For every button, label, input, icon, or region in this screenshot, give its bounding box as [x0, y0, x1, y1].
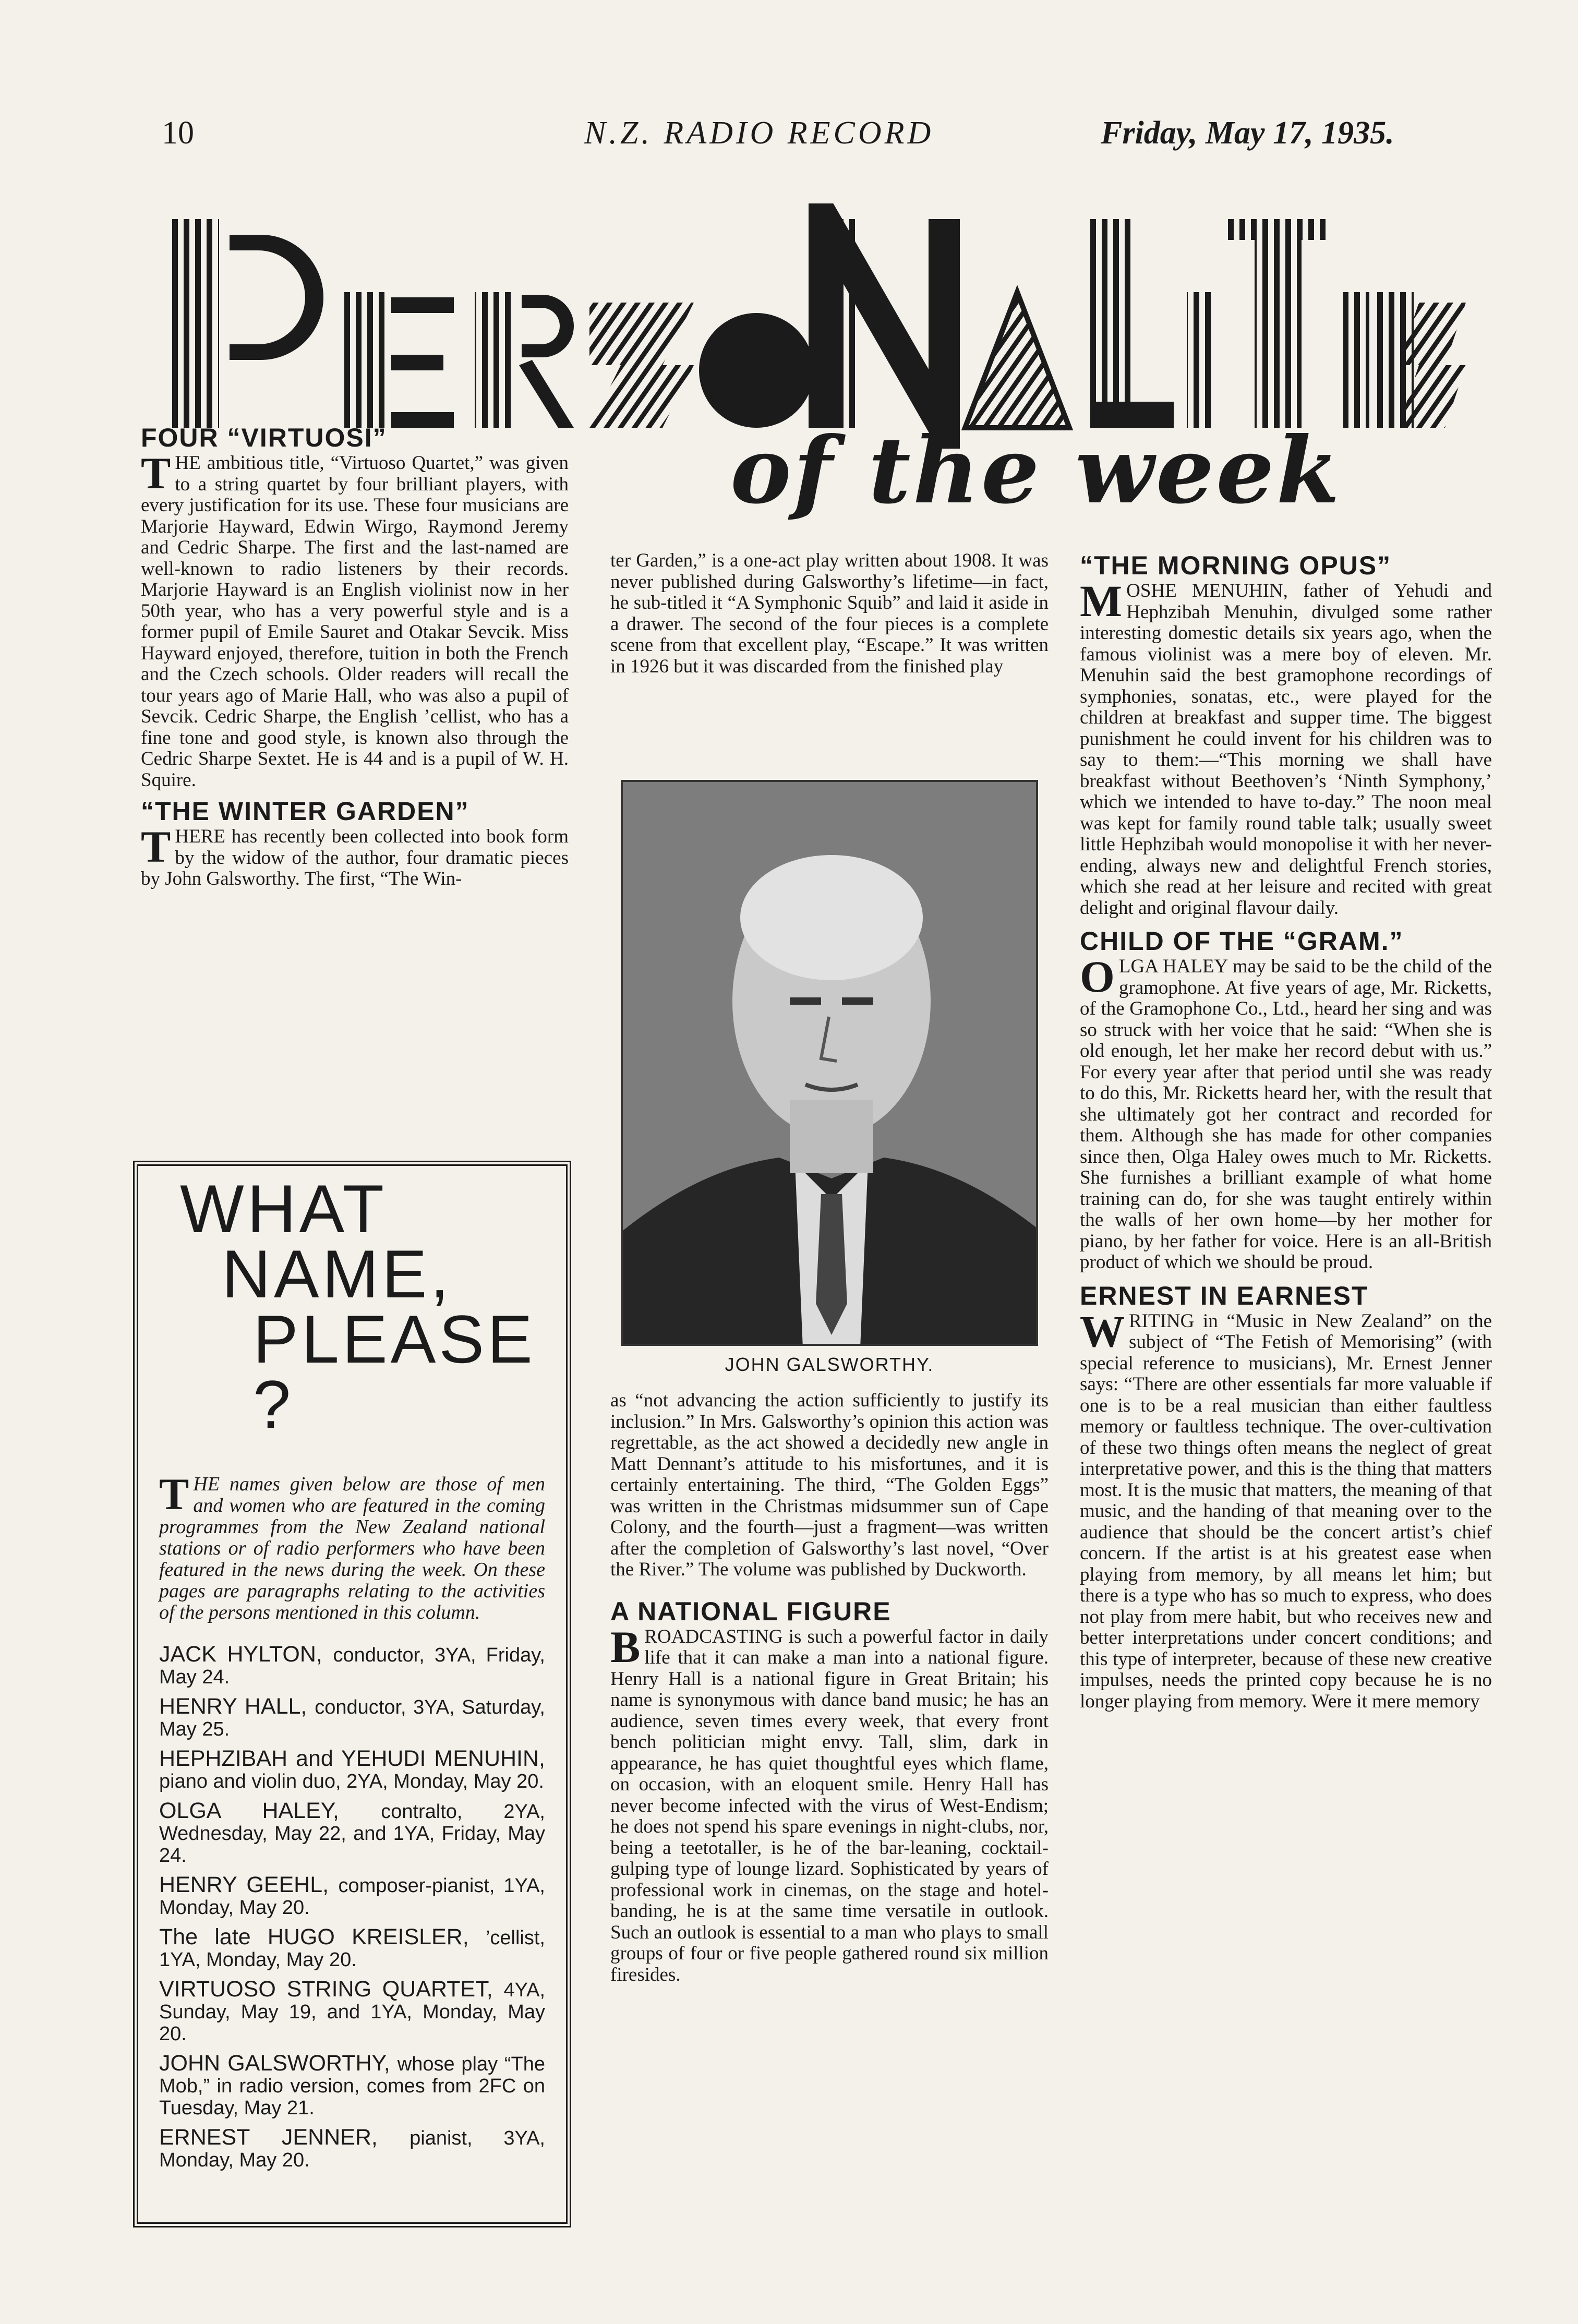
heading-winter-garden: “THE WINTER GARDEN”: [141, 797, 469, 826]
article-four-virtuosi: THE ambitious title, “Virtuoso Quartet,” was given to a string quartet by four brilliant players, with every justification for its use. These four musicians are Marjorie Hayward, Edwin Wirgo, Raymond Jeremy and Cedric Sharpe. The first and the last-named are well-known to radio listeners by their records. Marjorie Hayward is an English violinist now in her 50th year, who has a very powerful style and is a former pupil of Emile Sauret and Otakar Sevcik. Miss Hayward enjoyed, therefore, tuition in both the French and the Czech schools. Older readers will recall the tour years ago of Marie Hall, who was also a pupil of Sevcik. Cedric Sharpe, the English ’cellist, who has a fine tone and good style, is known also through the Cedric Sharpe Sextet. He is 44 and is a pupil of W. H. Squire.: [141, 448, 569, 791]
article-ernest-earnest: WRITING in “Music in New Zealand” on the subject of “The Fetish of Memorising” (with special reference to musicians), Mr. Ernest Jenner says: “There are other essentials far more valuable if one is to be a real musician than either faultless memory or faultless technique. The over-cultivation of these two things often means the neglect of great interpretative power, and this is the thing that matters most. It is the music that matters, the meaning of that music, and the handing of that meaning over to the audience that should be the concert artist’s chief concern. If the artist is at his greatest ease when playing from memory, by all means let him; but there is a type who has so much to express, who does not play from mere habit, but who receives new and better interpretations under concert conditions; and this type of interpreter, because of these new creative impulses, needs the printed copy because he is no longer playing from memory. Were it mere memory: [1080, 1306, 1492, 1712]
listing-entry: JACK HYLTON, conductor, 3YA, Friday, May 24.: [159, 1642, 545, 1688]
box-title-line: PLEASE ?: [253, 1301, 536, 1442]
column-middle-bottom: [610, 1390, 1049, 1985]
dropcap: T: [141, 822, 171, 872]
article-child-gram: OLGA HALEY may be said to be the child of the gramophone. At five years of age, Mr. Ricketts, of the Gramophone Co., Ltd., heard her sing and was so struck with her voice that he said: “When she is old enough, let her make her record debut with us.” For every year after that period until she was ready to do this, Mr. Ricketts heard her, with the result that she ultimately got her contract and recorded for them. Although she has made for other companies since then, Olga Haley owes much to Mr. Ricketts. She furnishes a brilliant example of what home training can do, for she was taught entirely within the walls of her own home—by her mother for piano, by her father for voice. Here is an all-British product of which we should be proud.: [1080, 952, 1492, 1273]
column-right: [1080, 550, 1492, 1712]
listing-entry: HENRY GEEHL, composer-pianist, 1YA, Monday, May 20.: [159, 1872, 545, 1919]
listing-entry: HEPHZIBAH and YEHUDI MENUHIN,piano and violin duo, 2YA, Monday, May 20.: [159, 1746, 545, 1792]
dropcap: M: [1080, 576, 1123, 626]
heading-morning-opus: “THE MORNING OPUS”: [1080, 551, 1392, 580]
photo-caption: JOHN GALSWORTHY.: [725, 1354, 934, 1375]
heading-ernest-earnest: ERNEST IN EARNEST: [1080, 1281, 1369, 1310]
page-number: 10: [162, 115, 194, 151]
dropcap: T: [159, 1469, 189, 1519]
dropcap: T: [141, 448, 171, 498]
article-winter-garden-cont: ter Garden,” is a one-act play written about 1908. It was never published during Galsworthy’s lifetime—in fact, he sub-titled it “A Symphonic Squib” and laid it aside in a drawer. The second of the four pieces is a complete scene from that excellent play, “Escape.” It was written in 1926 but it was discarded from the finished play: [610, 550, 1049, 677]
dropcap: B: [610, 1621, 641, 1672]
listing-entry: JOHN GALSWORTHY, whose play “The Mob,” in radio version, comes from 2FC on Tuesday, May 21.: [159, 2051, 545, 2119]
listing-entry: ERNEST JENNER, pianist, 3YA, Monday, May 20.: [159, 2125, 545, 2171]
heading-child-gram: CHILD OF THE “GRAM.”: [1080, 926, 1404, 956]
publication-title: N.Z. RADIO RECORD: [584, 115, 934, 151]
heading-national-figure: A NATIONAL FIGURE: [610, 1596, 892, 1626]
listing-entry: OLGA HALEY, contralto, 2YA, Wednesday, May 22, and 1YA, Friday, May 24.: [159, 1798, 545, 1867]
box-intro: THE names given below are those of men and women who are featured in the coming programmes from the New Zealand national stations or of radio performers who have been featured in the news during the week. On these pages are paragraphs relating to the activities of the persons mentioned in this column.: [159, 1469, 545, 1623]
article-winter-garden: THERE has recently been collected into book form by the widow of the author, four dramatic pieces by John Galsworthy. The first, “The Win-: [141, 822, 569, 889]
masthead-personalities: [172, 203, 1466, 449]
dropcap: W: [1080, 1306, 1125, 1356]
article-winter-garden-end: as “not advancing the action sufficiently to justify its inclusion.” In Mrs. Galsworthy’s opinion this action was regrettable, as the act showed a decidedly new angle in Matt Dennant’s attitude to his misfortunes, and it is certainly entertaining. The third, “The Golden Eggs” was written in the Christmas midsummer sun of Cape Colony, and the fourth—just a fragment—was written after the completion of Galsworthy’s last novel, “Over the River.” The volume was published by Duckworth.: [610, 1390, 1049, 1580]
box-title-line: NAME,: [222, 1236, 452, 1312]
dropcap: O: [1080, 952, 1115, 1002]
listing-entries: [159, 1643, 545, 2171]
listing-entry: HENRY HALL, conductor, 3YA, Saturday, May 25.: [159, 1694, 545, 1740]
portrait-illustration: [623, 782, 1038, 1346]
portrait-photo: [621, 780, 1038, 1346]
listing-entry: VIRTUOSO STRING QUARTET, 4YA, Sunday, May 19, and 1YA, Monday, May 20.: [159, 1977, 545, 2045]
masthead-lettering: [172, 203, 1466, 449]
masthead-subtitle: of the week: [730, 417, 1342, 524]
box-title-line: WHAT: [180, 1171, 388, 1247]
what-name-please-box: [133, 1161, 571, 2227]
heading-four-virtuosi: FOUR “VIRTUOSI”: [141, 423, 387, 452]
article-national-figure: BROADCASTING is such a powerful factor in daily life that it can make a man into a national figure. Henry Hall is a national figure in Great Britain; his name is synonymous with dance band music; he has an audience, seven times every week, that every front bench politician might envy. Tall, slim, dark in appearance, he has quiet thoughtful eyes which flame, on occasion, with an eloquent smile. Henry Hall has never become infected with the virus of West-Endism; he does not spend his spare evenings in night-clubs, nor, being a teetotaller, is he of the bar-leaning, cocktail-gulping type of lounge lizard. Sophisticated by years of professional work in cinemas, on the stage and hotel-banding, he is at the same time versatile in outlook. Such an outlook is essential to a man who plays to small groups of four or five people gathered round six million firesides.: [610, 1621, 1049, 1985]
column-middle-top: [610, 550, 1049, 677]
article-morning-opus: MOSHE MENUHIN, father of Yehudi and Hephzibah Menuhin, divulged some rather interesting domestic details six years ago, when the famous violinist was a mere boy of eleven. Mr. Menuhin said the best gramophone recordings of symphonies, sonatas, etc., were played for the children at breakfast and supper time. The biggest punishment he could invent for his children was to say to them:—“This morning we shall have breakfast without Beethoven’s ‘Ninth Symphony,’ which we intended to have to-day.” The noon meal was kept for family round table talk; usually sweet little Hephzibah would monopolise it with her never-ending, always new and delightful French stories, which she read at her leisure and recited with great delight and original flavour daily.: [1080, 576, 1492, 919]
column-left: [141, 423, 569, 890]
issue-date: Friday, May 17, 1935.: [1101, 115, 1394, 151]
listing-entry: The late HUGO KREISLER, ’cellist, 1YA, Monday, May 20.: [159, 1924, 545, 1971]
